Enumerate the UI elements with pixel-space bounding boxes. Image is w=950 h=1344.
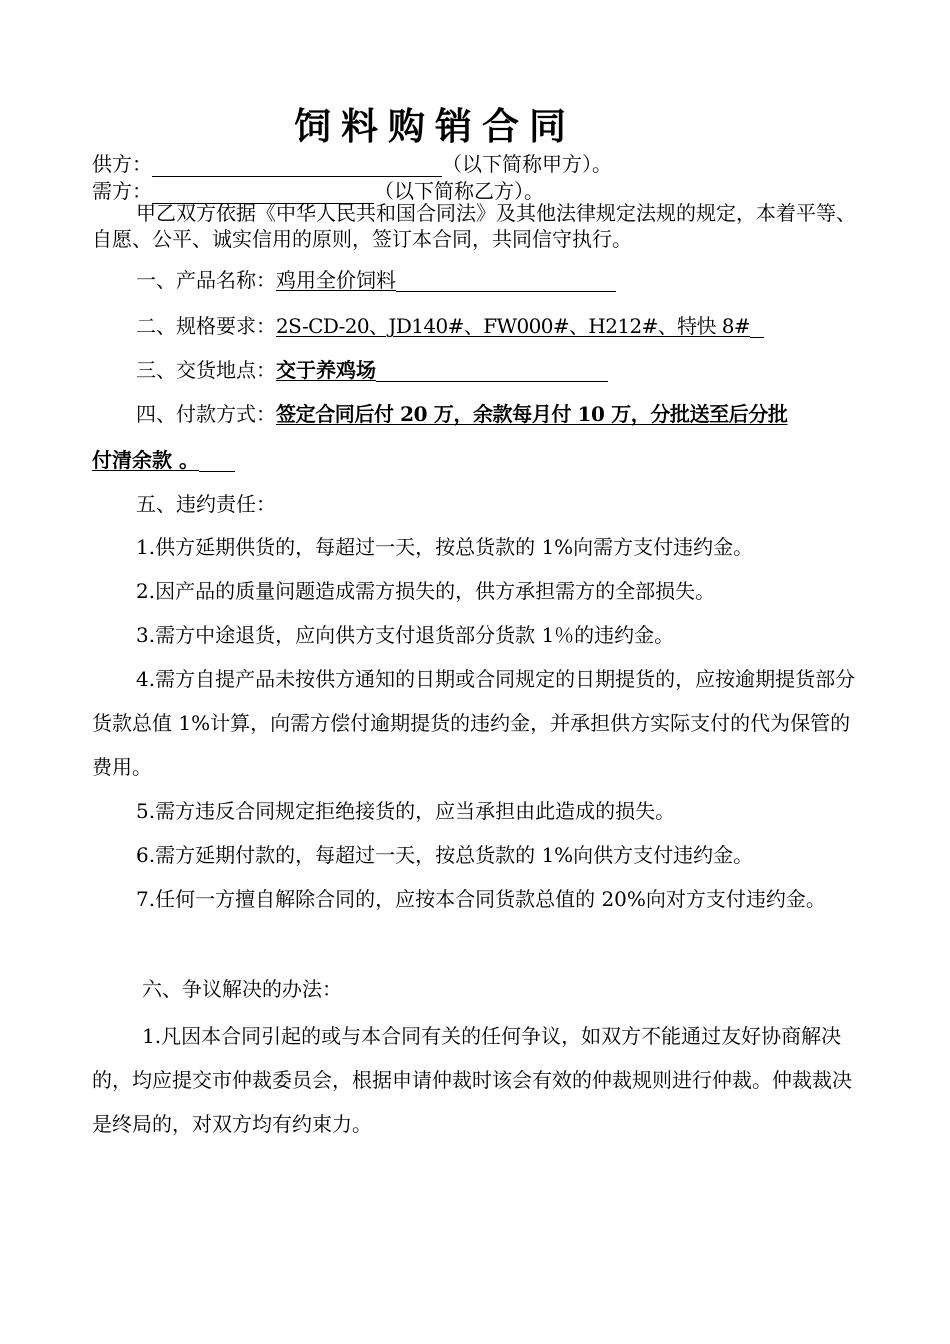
payment-value-line1: 签定合同后付 20 万，余款每月付 10 万，分批送至后分批 xyxy=(276,402,788,426)
section-breach xyxy=(92,488,276,517)
breach-item-2: 2.因产品的质量问题造成需方损失的，供方承担需方的全部损失。 xyxy=(136,579,716,603)
dispute-item-1: 1.凡因本合同引起的或与本合同有关的任何争议，如双方不能通过友好协商解决的，均应提交市仲裁委员会，根据申请仲裁时该会有效的仲裁规则进行仲裁。仲裁裁决是终局的，对双方均有约束力。 xyxy=(92,1024,852,1136)
supplier-label: 供方： xyxy=(92,152,152,176)
section-dispute xyxy=(92,973,342,1002)
breach-label: 五、违约责任： xyxy=(136,492,276,516)
supplier-blank[interactable] xyxy=(152,154,442,177)
product-label: 一、产品名称： xyxy=(136,268,276,292)
breach-item-5: 5.需方违反合同规定拒绝接货的，应当承担由此造成的损失。 xyxy=(136,799,676,823)
section-product xyxy=(92,264,616,293)
dispute-label: 六、争议解决的办法： xyxy=(142,977,342,1001)
section-payment xyxy=(92,398,788,427)
spec-value: 2S-CD-20、JD140#、FW000#、H212#、特快 8# xyxy=(276,314,750,338)
section-payment-continued xyxy=(92,444,235,473)
preamble: 甲乙双方依据《中华人民共和国合同法》及其他法律规定法规的规定，本着平等、自愿、公平、诚实信用的原则，签订本合同，共同信守执行。 xyxy=(92,201,856,251)
supplier-suffix: （以下简称甲方）。 xyxy=(442,152,612,176)
product-value: 鸡用全价饲料 xyxy=(276,268,396,292)
delivery-value: 交于养鸡场 xyxy=(276,358,376,382)
spec-label: 二、规格要求： xyxy=(136,314,276,338)
breach-item-6: 6.需方延期付款的，每超过一天，按总货款的 1%向供方支付违约金。 xyxy=(136,843,754,867)
buyer-label: 需方： xyxy=(92,179,152,203)
breach-item-4: 4.需方自提产品未按供方通知的日期或合同规定的日期提货的，应按逾期提货部分货款总值 1%计算，向需方偿付逾期提货的违约金，并承担供方实际支付的代为保管的费用。 xyxy=(92,667,856,779)
buyer-suffix: （以下简称乙方）。 xyxy=(374,179,544,203)
section-spec xyxy=(92,310,764,339)
document-title: 饲料购销合同 xyxy=(294,105,576,148)
payment-label: 四、付款方式： xyxy=(136,402,276,426)
breach-item-7: 7.任何一方擅自解除合同的，应按本合同货款总值的 20%向对方支付违约金。 xyxy=(136,887,826,911)
delivery-label: 三、交货地点： xyxy=(136,358,276,382)
breach-item-3: 3.需方中途退货，应向供方支付退货部分货款 1％的违约金。 xyxy=(136,623,675,647)
breach-item-1: 1.供方延期供货的，每超过一天，按总货款的 1%向需方支付违约金。 xyxy=(136,535,754,559)
payment-value-line2: 付清余款 。 xyxy=(92,448,199,472)
supplier-line xyxy=(92,148,612,177)
section-delivery xyxy=(92,354,608,383)
